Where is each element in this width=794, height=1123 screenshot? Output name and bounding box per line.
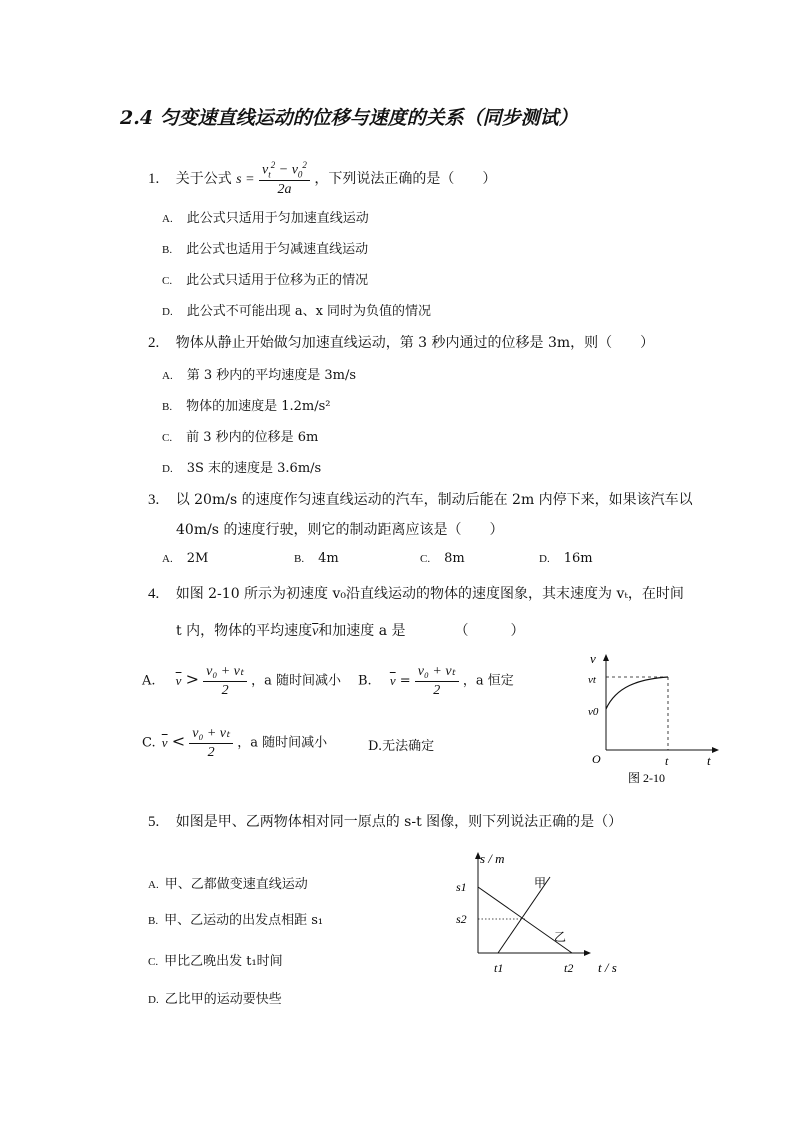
- question-text: ，下列说法正确的是（ ）: [314, 171, 497, 188]
- q2-option-c[interactable]: C. 前 3 秒内的位移是 6m: [162, 430, 319, 445]
- q1-option-d[interactable]: D. 此公式不可能出现 a、x 同时为负值的情况: [162, 304, 432, 319]
- question-3: 3. 以 20m/s 的速度作匀速直线运动的汽车，制动后能在 2m 内停下来，如果该汽车以: [148, 492, 693, 508]
- s-t-graph: [450, 845, 640, 980]
- y-axis-label: v: [590, 651, 596, 666]
- s1-label: s1: [456, 880, 467, 894]
- page-title: 2.4 匀变速直线运动的位移与速度的关系（同步测试）: [120, 107, 578, 129]
- velocity-curve: [606, 677, 668, 709]
- q1-option-b[interactable]: B. 此公式也适用于匀减速直线运动: [162, 242, 369, 257]
- q2-option-d[interactable]: D. 3S 末的速度是 3.6m/s: [162, 461, 322, 476]
- s-axis-label: s / m: [480, 851, 505, 866]
- s2-label: s2: [456, 912, 467, 926]
- formula-lhs: s =: [236, 172, 255, 188]
- question-5: 5. 如图是甲、乙两物体相对同一原点的 s-t 图像，则下列说法正确的是（）: [148, 814, 623, 830]
- v0-label: v0: [588, 706, 599, 718]
- t1-label: t1: [494, 961, 504, 975]
- q5-option-a[interactable]: A. 甲、乙都做变速直线运动: [148, 877, 308, 892]
- t-tick-label: t: [665, 754, 669, 768]
- q4-option-a[interactable]: A. $\overline{v}$ > $\frac{\text{v₀ + vₜ}}{2}$ ，a 随时间减小: [142, 664, 342, 698]
- figure-caption: 图 2-10: [628, 771, 665, 785]
- x-axis-label: t: [707, 753, 711, 768]
- q2-option-b[interactable]: B. 物体的加速度是 1.2m/s²: [162, 399, 331, 414]
- q4-option-d[interactable]: D.无法确定: [368, 739, 435, 754]
- q2-option-a[interactable]: A. 第 3 秒内的平均速度是 3m/s: [162, 368, 357, 383]
- question-1: [148, 160, 496, 198]
- q5-option-c[interactable]: C. 甲比乙晚出发 t₁时间: [148, 954, 283, 969]
- q5-option-b[interactable]: B. 甲、乙运动的出发点相距 s₁: [148, 913, 324, 928]
- q1-option-c[interactable]: C. 此公式只适用于位移为正的情况: [162, 273, 369, 288]
- q3-option-d[interactable]: D. 16m: [539, 551, 593, 566]
- q3-option-a[interactable]: A. 2M: [162, 551, 209, 566]
- figure-2-10: [580, 645, 730, 790]
- question-4: 4. 如图 2-10 所示为初速度 v₀沿直线运动的物体的速度图象，其末速度为 vₜ，在时间: [148, 586, 684, 602]
- q3-option-c[interactable]: C. 8m: [420, 551, 465, 566]
- q1-option-a[interactable]: A. 此公式只适用于匀加速直线运动: [162, 211, 369, 226]
- yi-label: 乙: [554, 930, 567, 944]
- question-2: 2. 物体从静止开始做匀加速直线运动，第 3 秒内通过的位移是 3m，则（ ）: [148, 335, 655, 351]
- formula-fraction: $\frac{v_t^2 - v_0^2}{2a}$: [259, 160, 310, 198]
- t-axis-label: t / s: [598, 960, 617, 975]
- question-text: 关于公式: [175, 171, 232, 188]
- q5-option-d[interactable]: D. 乙比甲的运动要快些: [148, 992, 282, 1007]
- question-number: 1.: [148, 171, 160, 188]
- question-4-line-2: t 内，物体的平均速度$\overline{v}$和加速度 a 是 （ ）: [176, 623, 525, 639]
- question-3-line-2: 40m/s 的速度行驶，则它的制动距离应该是（ ）: [176, 522, 504, 538]
- q4-option-c[interactable]: C. $\overline{v}$ < $\frac{\text{v₀ + vₜ}}{2}$ ，a 随时间减小: [142, 726, 328, 760]
- jia-label: 甲: [534, 876, 547, 890]
- q4-option-b[interactable]: B. $\overline{v}$ = $\frac{\text{v₀ + vₜ}}{2}$ ，a 恒定: [358, 664, 514, 698]
- origin-label: O: [592, 752, 601, 766]
- vt-label: vt: [588, 674, 596, 686]
- v-bar-symbol: $\overline{v}$: [312, 624, 319, 639]
- q3-option-b[interactable]: B. 4m: [294, 551, 339, 566]
- t2-label: t2: [564, 961, 574, 975]
